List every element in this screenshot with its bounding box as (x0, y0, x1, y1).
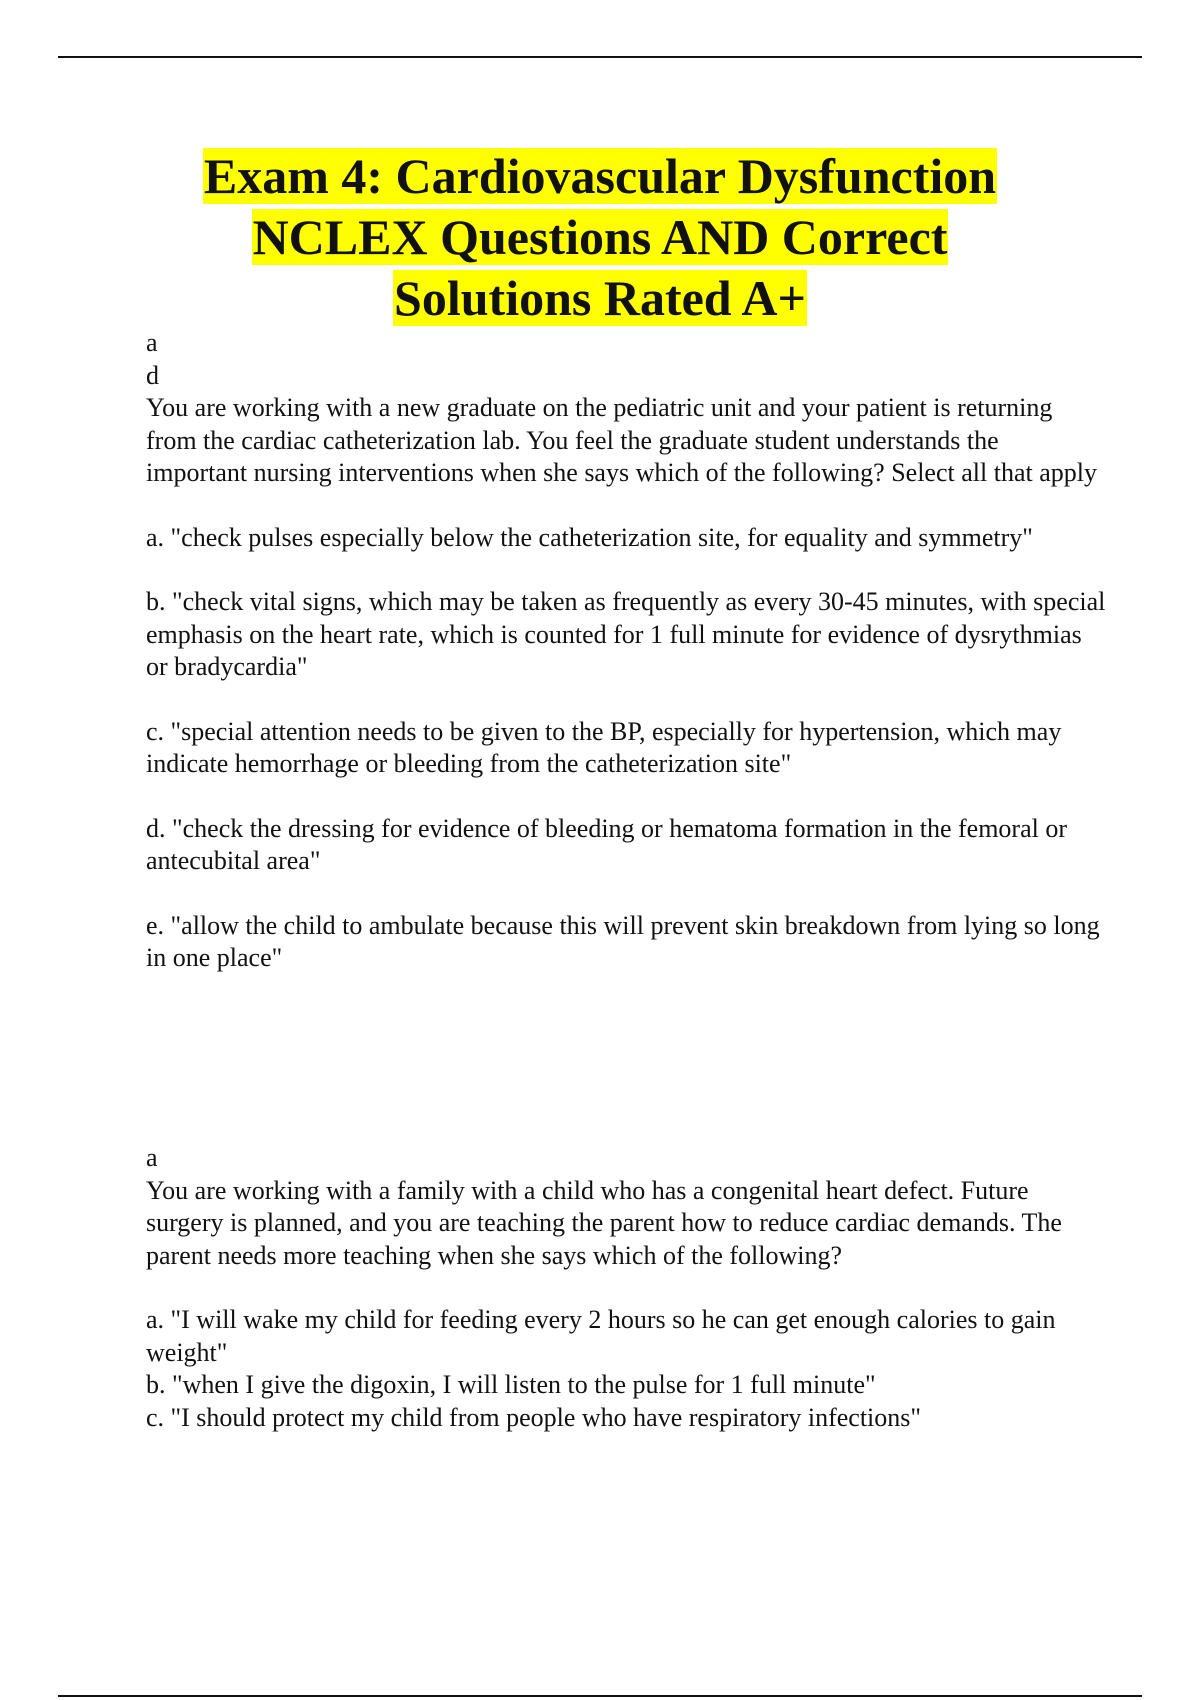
title-line-2: NCLEX Questions AND Correct (252, 209, 948, 265)
answer-option: b. "when I give the digoxin, I will listen to the pulse for 1 full minute" (146, 1370, 876, 1399)
question-prompt: You are working with a family with a child who has a congenital heart defect. Future surgery is planned, and you are teaching the parent how to reduce cardiac demands. The parent needs more teaching when she says which of the following? (146, 1175, 1062, 1270)
answer-option: c. "special attention needs to be given to the BP, especially for hypertension, which may indicate hemorrhage or bleeding from the catheterization site" (146, 716, 1062, 778)
answer-option: b. "check vital signs, which may be taken as frequently as every 30-45 minutes, with special emphasis on the heart rate, which is counted for 1 full minute for evidence of dysrythmias or bradycardia" (146, 587, 1106, 681)
question-block-1 (146, 327, 1106, 975)
document-title (100, 146, 1100, 329)
answer-option: c. "I should protect my child from people who have respiratory infections" (146, 1402, 922, 1432)
answer-key: d (146, 360, 159, 390)
answer-option: d. "check the dressing for evidence of bleeding or hematoma formation in the femoral or antecubital area" (146, 813, 1068, 875)
answer-option: a. "check pulses especially below the catheterization site, for equality and symmetry" (146, 522, 1033, 552)
question-block-2 (146, 1142, 1106, 1434)
answer-key: a (146, 1143, 158, 1172)
answer-key: a (146, 328, 158, 357)
footer-rule (58, 1695, 1142, 1697)
header-rule (58, 56, 1142, 58)
question-prompt: You are working with a new graduate on the pediatric unit and your patient is returning from the cardiac catheterization lab. You feel the graduate student understands the important nursing interventions when she says which of the following? Select all that apply (146, 393, 1097, 487)
answer-option: e. "allow the child to ambulate because this will prevent skin breakdown from lying so long in one place" (146, 910, 1100, 972)
answer-option: a. "I will wake my child for feeding every 2 hours so he can get enough calories to gain weight" (146, 1305, 1056, 1367)
title-line-3: Solutions Rated A+ (394, 270, 806, 326)
title-line-1: Exam 4: Cardiovascular Dysfunction (203, 148, 997, 204)
